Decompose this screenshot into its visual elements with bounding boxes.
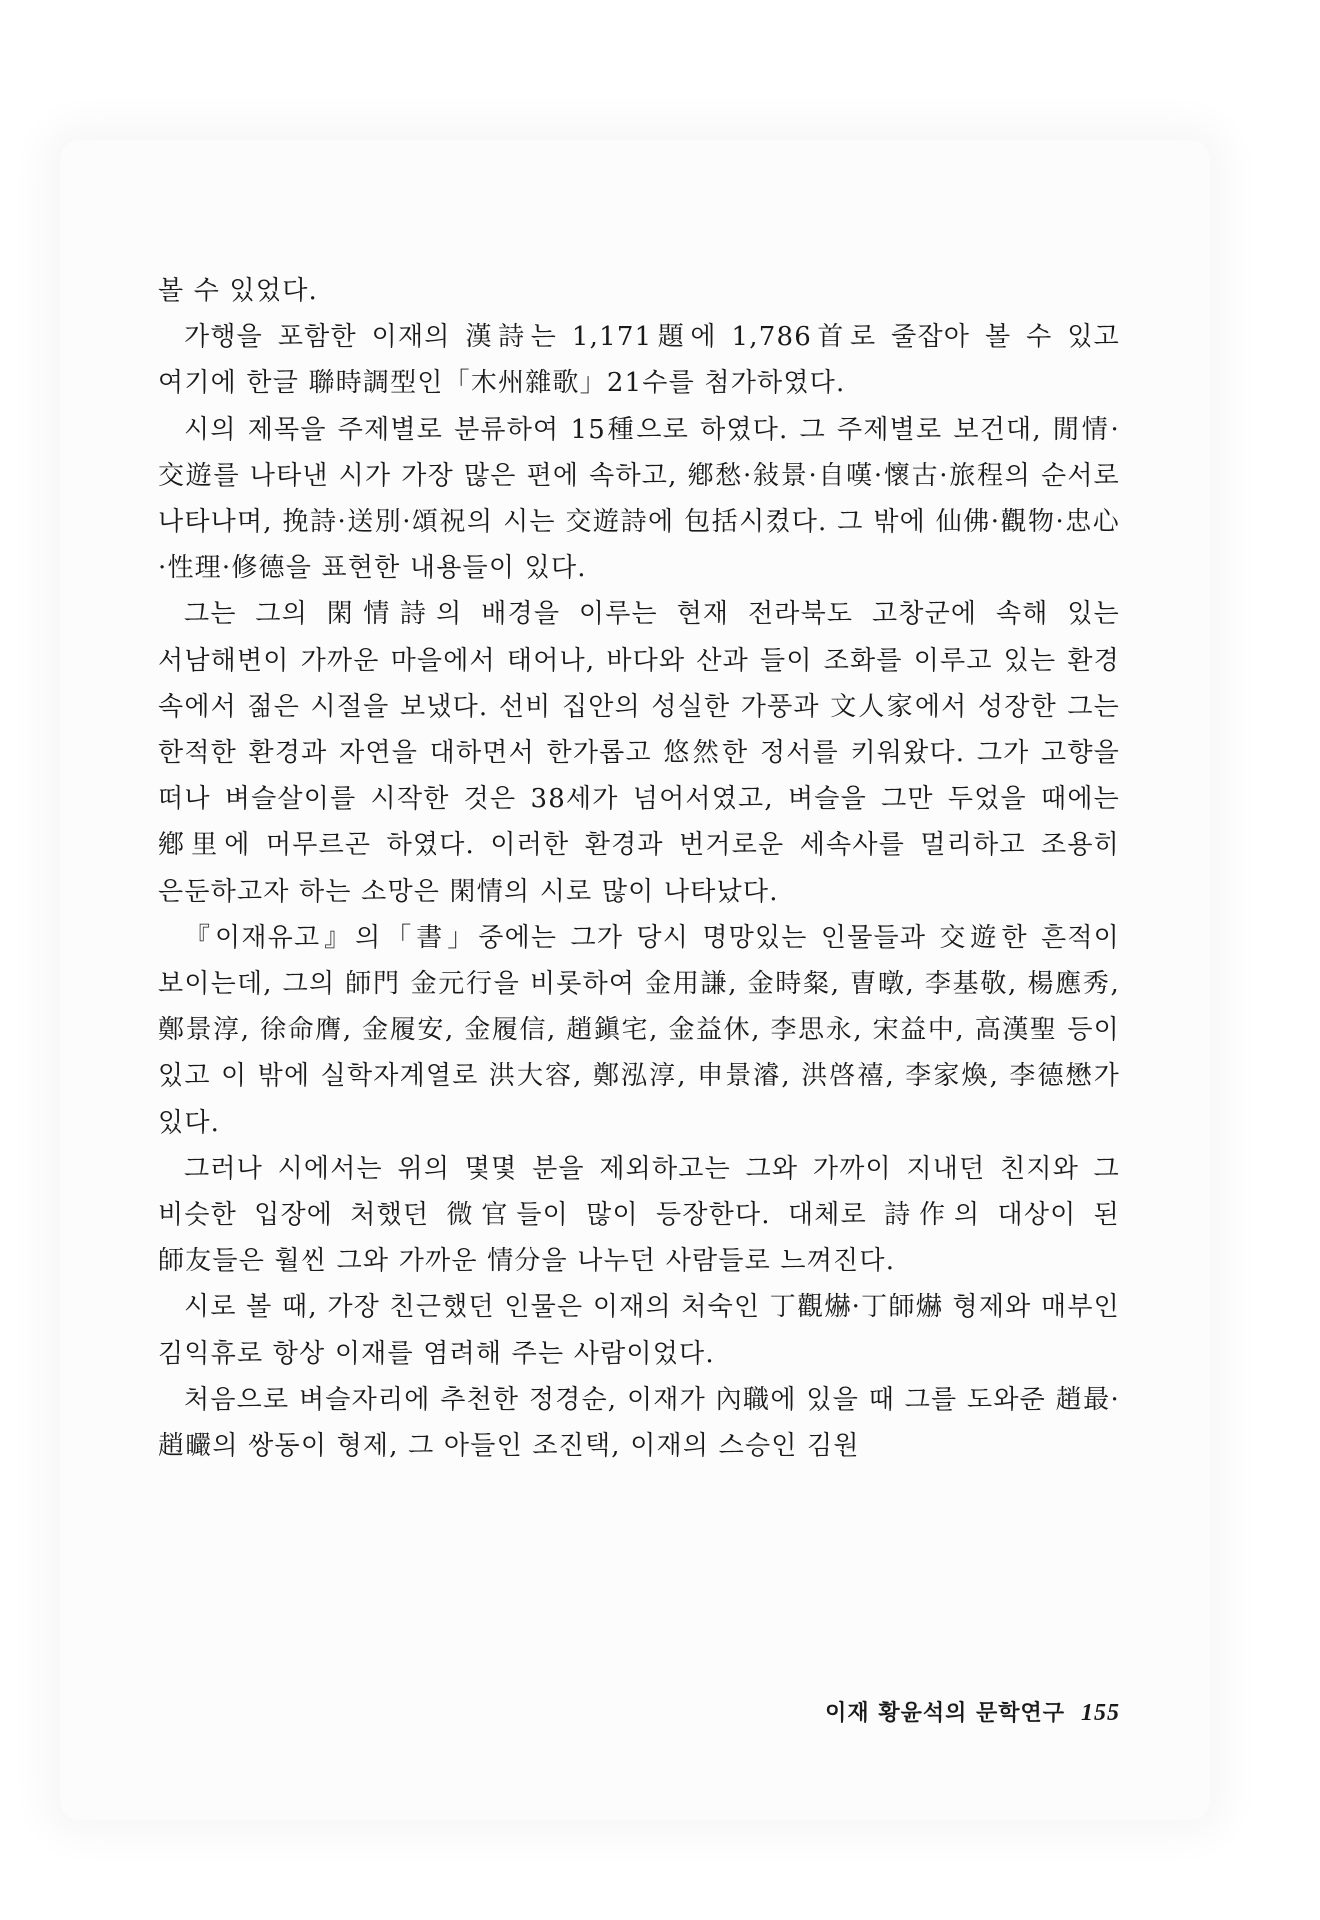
paragraph-hansi-count: 가행을 포함한 이재의 漢詩는 1,171題에 1,786首로 줄잡아 볼 수 있고 여기에 한글 聯時調型인「木州雜歌」21수를 첨가하였다. (158, 322, 1120, 399)
paragraph-close-friends: 그러나 시에서는 위의 몇몇 분을 제외하고는 그와 가까이 지내던 친지와 그 비슷한 입장에 처했던 微官들이 많이 등장한다. 대체로 詩作의 대상이 된 師友들은 훨씬 그와 가까운 情分을 나누던 사람들로 느껴진다. (158, 1153, 1120, 1277)
paragraph-relatives: 시로 볼 때, 가장 친근했던 인물은 이재의 처숙인 丁觀爀·丁師爀 형제와 매부인 김익휴로 항상 이재를 염려해 주는 사람이었다. (158, 1292, 1120, 1369)
paragraph-acquaintances: 『이재유고』의「書」중에는 그가 당시 명망있는 인물들과 交遊한 흔적이 보이는데, 그의 師門 金元行을 비롯하여 金用謙, 金時粲, 曺暾, 李基敬, 楊應秀, 鄭景淳, 徐命膺, 金履安, 金履信, 趙鎭宅, 金益休, 李思永, 宋益中, 高漢聖 등이 있고 이 밖에 실학자계열로 洪大容, 鄭泓淳, 申景濬, 洪啓禧, 李家煥, 李德懋가 있다. (158, 922, 1120, 1138)
paragraph-theme-classification: 시의 제목을 주제별로 분류하여 15種으로 하였다. 그 주제별로 보건대, 閒情·交遊를 나타낸 시가 가장 많은 편에 속하고, 鄕愁·敍景·自嘆·懷古·旅程의 순서로 나타나며, 挽詩·送別·頌祝의 시는 交遊詩에 包括시켰다. 그 밖에 仙佛·觀物·忠心·性理·修德을 표현한 내용들이 있다. (158, 414, 1120, 584)
paragraph-continuation: 볼 수 있었다. (158, 276, 318, 306)
paragraph-patrons: 처음으로 벼슬자리에 추천한 정경순, 이재가 內職에 있을 때 그를 도와준 趙最·趙曮의 쌍동이 형제, 그 아들인 조진택, 이재의 스승인 김원 (158, 1384, 1120, 1462)
page-number: 155 (1081, 1700, 1120, 1726)
book-title: 이재 황윤석의 문학연구 (825, 1701, 1065, 1726)
paragraph-background: 그는 그의 閑情詩의 배경을 이루는 현재 전라북도 고창군에 속해 있는 서남해변이 가까운 마을에서 태어나, 바다와 산과 들이 조화를 이루고 있는 환경 속에서 젊은 시절을 보냈다. 선비 집안의 성실한 가풍과 文人家에서 성장한 그는 한적한 환경과 자연을 대하면서 한가롭고 悠然한 정서를 키워왔다. 그가 고향을 떠나 벼슬살이를 시작한 것은 38세가 넘어서였고, 벼슬을 그만 두었을 때에는 鄕里에 머무르곤 하였다. 이러한 환경과 번거로운 세속사를 멀리하고 조용히 은둔하고자 하는 소망은 閑情의 시로 많이 나타났다. (158, 599, 1120, 907)
body-text (158, 268, 1120, 1469)
running-footer (700, 1696, 1120, 1736)
